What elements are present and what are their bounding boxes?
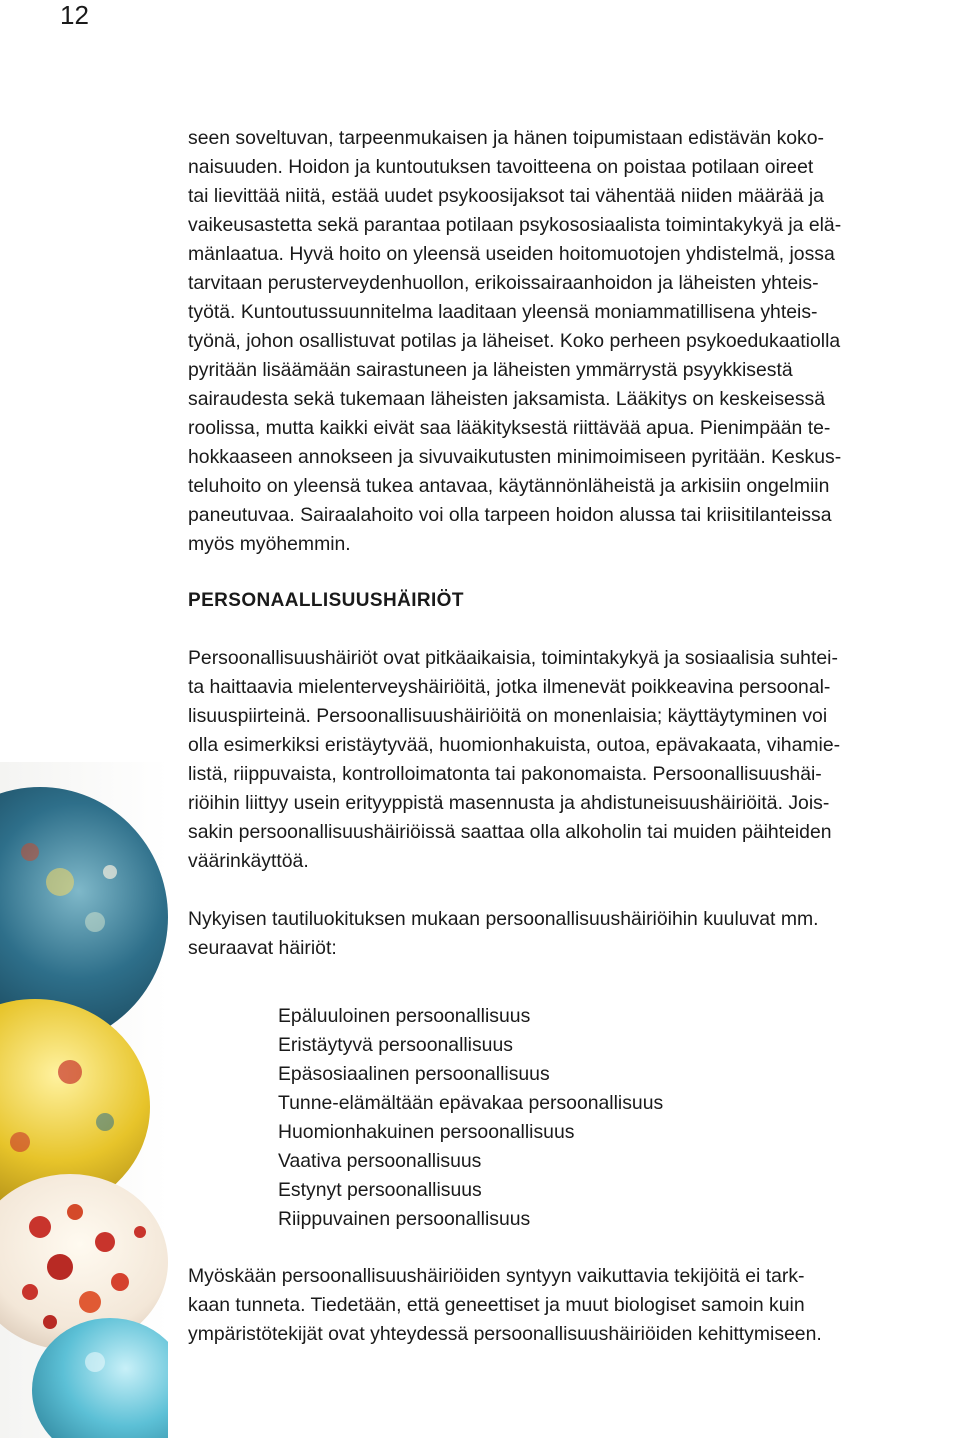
list-item: Epäsosiaalinen persoonallisuus bbox=[278, 1063, 550, 1085]
intro-paragraph bbox=[188, 124, 960, 559]
section-paragraph-1 bbox=[188, 644, 960, 876]
text-line: vaikeusastetta sekä parantaa potilaan psykososiaalista toimintakykyä ja elä- bbox=[188, 214, 842, 236]
article-body bbox=[188, 124, 960, 1349]
text-line: tarvitaan perusterveydenhuollon, erikoissairaanhoidon ja läheisten yhteis- bbox=[188, 272, 819, 294]
text-line: ympäristötekijät ovat yhteydessä persoonallisuushäiriöiden kehittymiseen. bbox=[188, 1323, 822, 1345]
section-heading: PERSONAALLISUUSHÄIRIÖT bbox=[188, 590, 464, 611]
page-number: 12 bbox=[60, 0, 89, 30]
section-paragraph-2 bbox=[188, 905, 960, 963]
text-line: hokkaaseen annokseen ja sivuvaikutusten minimoimiseen pyritään. Keskus- bbox=[188, 446, 842, 468]
text-line: myös myöhemmin. bbox=[188, 533, 351, 555]
text-line: lisuuspiirteinä. Persoonallisuushäiriöitä on monenlaisia; käyttäytyminen voi bbox=[188, 705, 828, 727]
text-line: Nykyisen tautiluokituksen mukaan persoonallisuushäiriöihin kuuluvat mm. bbox=[188, 908, 819, 930]
text-line: teluhoito on yleensä tukea antavaa, käytännönläheistä ja arkisiin ongelmiin bbox=[188, 475, 830, 497]
list-item: Vaativa persoonallisuus bbox=[278, 1150, 482, 1172]
section-paragraph-3 bbox=[188, 1262, 960, 1349]
list-item: Eristäytyvä persoonallisuus bbox=[278, 1034, 513, 1056]
text-line: pyritään lisäämään sairastuneen ja läheisten ymmärrystä psyykkisestä bbox=[188, 359, 793, 381]
text-line: riöihin liittyy usein erityyppistä masennusta ja ahdistuneisuushäiriöitä. Jois- bbox=[188, 792, 830, 814]
text-line: paneutuvaa. Sairaalahoito voi olla tarpeen hoidon alussa tai kriisitilanteissa bbox=[188, 504, 832, 526]
list-item: Epäluuloinen persoonallisuus bbox=[278, 1005, 531, 1027]
text-line: työnä, johon osallistuvat potilas ja läheiset. Koko perheen psykoedukaatiolla bbox=[188, 330, 841, 352]
text-line: mänlaatua. Hyvä hoito on yleensä useiden hoitomuotojen yhdistelmä, jossa bbox=[188, 243, 835, 265]
text-line: Persoonallisuushäiriöt ovat pitkäaikaisia, toimintakykyä ja sosiaalisia suhtei- bbox=[188, 647, 838, 669]
text-line: sakin persoonallisuushäiriöissä saattaa olla alkoholin tai muiden päihteiden bbox=[188, 821, 832, 843]
text-line: työtä. Kuntoutussuunnitelma laaditaan yleensä moniammatillisena yhteis- bbox=[188, 301, 818, 323]
list-item: Huomionhakuinen persoonallisuus bbox=[278, 1121, 575, 1143]
text-line: naisuuden. Hoidon ja kuntoutuksen tavoitteena on poistaa potilaan oireet bbox=[188, 156, 814, 178]
text-line: ta haittaavia mielenterveyshäiriöitä, jotka ilmenevät poikkeavina persoonal- bbox=[188, 676, 831, 698]
marbles-photo-icon bbox=[0, 762, 168, 1438]
text-line: sairaudesta sekä tukemaan läheisten jaksamista. Lääkitys on keskeisessä bbox=[188, 388, 825, 410]
text-line: kaan tunneta. Tiedetään, että geneettiset ja muut biologiset samoin kuin bbox=[188, 1294, 805, 1316]
text-line: seuraavat häiriöt: bbox=[188, 937, 337, 959]
list-item: Riippuvainen persoonallisuus bbox=[278, 1208, 531, 1230]
list-item: Estynyt persoonallisuus bbox=[278, 1179, 482, 1201]
text-line: tai lievittää niitä, estää uudet psykoosijaksot tai vähentää niiden määrää ja bbox=[188, 185, 824, 207]
text-line: väärinkäyttöä. bbox=[188, 850, 309, 872]
text-line: roolissa, mutta kaikki eivät saa lääkityksestä riittävää apua. Pienimpään te- bbox=[188, 417, 831, 439]
disorder-types-list bbox=[188, 1002, 960, 1234]
text-line: Myöskään persoonallisuushäiriöiden syntyyn vaikuttavia tekijöitä ei tark- bbox=[188, 1265, 805, 1287]
list-item: Tunne-elämältään epävakaa persoonallisuus bbox=[278, 1092, 664, 1114]
text-line: seen soveltuvan, tarpeenmukaisen ja hänen toipumistaan edistävän koko- bbox=[188, 127, 824, 149]
text-line: listä, riippuvaista, kontrolloimatonta tai pakonomaista. Persoonallisuushäi- bbox=[188, 763, 822, 785]
text-line: olla esimerkiksi eristäytyvää, huomionhakuista, outoa, epävakaata, vihamie- bbox=[188, 734, 841, 756]
